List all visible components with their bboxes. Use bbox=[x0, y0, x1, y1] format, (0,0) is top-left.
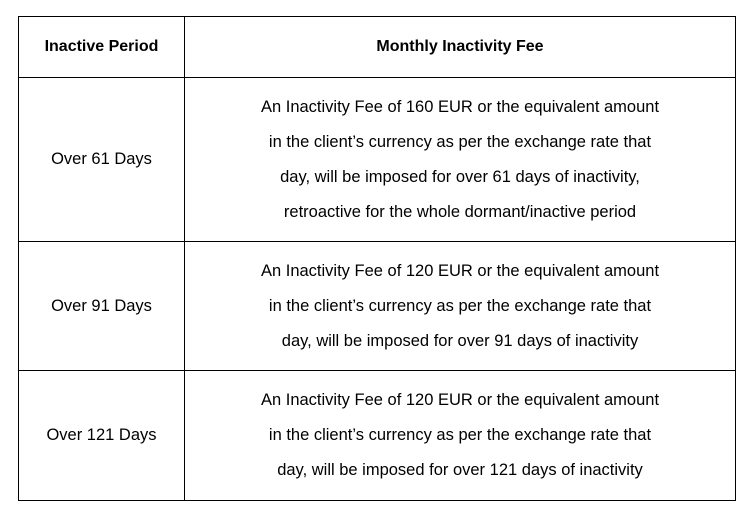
fee-text-line: day, will be imposed for over 61 days of inactivity, bbox=[280, 167, 640, 186]
fee-text-line: day, will be imposed for over 91 days of inactivity bbox=[281, 331, 639, 350]
table-row bbox=[19, 242, 736, 371]
table-row bbox=[19, 78, 736, 242]
period-cell: Over 121 Days bbox=[19, 371, 185, 501]
header-monthly-inactivity-fee: Monthly Inactivity Fee bbox=[185, 17, 736, 78]
header-inactive-period: Inactive Period bbox=[19, 17, 185, 78]
fee-text-line: An Inactivity Fee of 120 EUR or the equivalent amount bbox=[260, 261, 660, 280]
header-row bbox=[19, 17, 736, 78]
fee-text-line: in the client’s currency as per the exchange rate that bbox=[268, 426, 652, 444]
table-row bbox=[19, 371, 736, 501]
period-cell: Over 61 Days bbox=[19, 78, 185, 242]
fee-text-line: An Inactivity Fee of 120 EUR or the equivalent amount bbox=[260, 391, 660, 409]
fee-text-line: in the client’s currency as per the exchange rate that bbox=[268, 132, 652, 151]
fee-text-line: in the client’s currency as per the exchange rate that bbox=[268, 296, 652, 315]
period-cell: Over 91 Days bbox=[19, 242, 185, 371]
fee-text-line: day, will be imposed for over 121 days of inactivity bbox=[277, 461, 643, 479]
fee-text-line: retroactive for the whole dormant/inactive period bbox=[283, 202, 637, 221]
inactivity-fee-table bbox=[18, 16, 736, 501]
fee-text-line: An Inactivity Fee of 160 EUR or the equivalent amount bbox=[260, 97, 660, 116]
fee-cell bbox=[185, 371, 736, 501]
fee-cell bbox=[185, 242, 736, 371]
fee-cell bbox=[185, 78, 736, 242]
